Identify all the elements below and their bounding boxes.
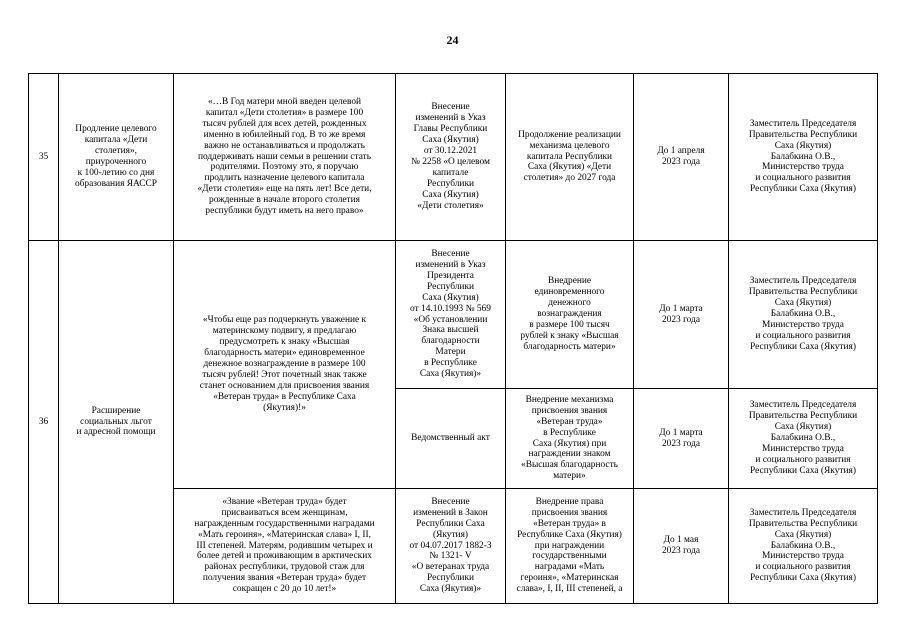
document-cell: Внесение изменений в Закон Республики Саха (Якутия) от 04.07.2017 1882-З № 1321- V «О ветеранах труда Республики Саха (Якутия)» — [396, 489, 506, 604]
table-row — [29, 74, 878, 241]
deadline-cell: До 1 марта 2023 года — [634, 389, 729, 489]
responsible-cell: Заместитель Председателя Правительства Республики Саха (Якутия) Балабкина О.В., Министерство труда и социального развития Республики Саха (Якутия) — [729, 389, 878, 489]
document-cell: Внесение изменений в Указ Президента Республики Саха (Якутия) от 14.10.1993 № 569 «Об установлении Знака высшей благодарности Матери в Республике Саха (Якутия)» — [396, 241, 506, 389]
measures-table — [28, 73, 878, 604]
row-number: 35 — [29, 74, 59, 241]
responsible-cell: Заместитель Председателя Правительства Республики Саха (Якутия) Балабкина О.В., Министерство труда и социального развития Республики Саха (Якутия) — [729, 489, 878, 604]
deadline-cell: До 1 марта 2023 года — [634, 241, 729, 389]
result-cell: Внедрение единовременного денежного вознаграждения в размере 100 тысяч рублей к знаку «Высшая благодарность матери» — [506, 241, 634, 389]
page-number: 24 — [446, 33, 459, 47]
responsible-cell: Заместитель Председателя Правительства Республики Саха (Якутия) Балабкина О.В., Министерство труда и социального развития Республики Саха (Якутия) — [729, 241, 878, 389]
responsible-cell: Заместитель Председателя Правительства Республики Саха (Якутия) Балабкина О.В., Министерство труда и социального развития Республики Саха (Якутия) — [729, 74, 878, 241]
deadline-cell: До 1 мая 2023 года — [634, 489, 729, 604]
measure-cell: Продление целевого капитала «Дети столетия», приуроченного к 100-летию со дня образования ЯАССР — [59, 74, 174, 241]
result-cell: Внедрение механизма присвоения звания «Ветеран труда» в Республике Саха (Якутия) при награждении знаком «Высшая благодарность матери» — [506, 389, 634, 489]
quote-cell: «Чтобы еще раз подчеркнуть уважение к материнскому подвигу, я предлагаю предусмотреть к знаку «Высшая благодарность матери» единовременное денежное вознаграждение в размере 100 тысяч рублей! Этот почетный знак также станет основанием для присвоения звания «Ветеран труда» в Республике Саха (Якутия)!» — [174, 241, 396, 489]
deadline-cell: До 1 апреля 2023 года — [634, 74, 729, 241]
table-row — [29, 241, 878, 389]
result-cell: Продолжение реализации механизма целевого капитала Республики Саха (Якутия) «Дети столетия» до 2027 года — [506, 74, 634, 241]
row-number: 36 — [29, 241, 59, 604]
quote-cell: «…В Год матери мной введен целевой капитал «Дети столетия» в размере 100 тысяч рублей для всех детей, рожденных именно в юбилейный год. В то же время важно не останавливаться и продолжать поддерживать наши семьи в решении стать родителями. Поэтому это, я поручаю продлить назначение целевого капитала «Дети столетия» еще на пять лет! Все дети, рожденные в начале второго столетия республики будут иметь на него право» — [174, 74, 396, 241]
document-cell: Внесение изменений в Указ Главы Республики Саха (Якутия) от 30.12.2021 № 2258 «О целевом капитале Республики Саха (Якутия) «Дети столетия» — [396, 74, 506, 241]
measure-cell: Расширение социальных льгот и адресной помощи — [59, 241, 174, 604]
quote-cell: «Звание «Ветеран труда» будет присваиваться всем женщинам, награжденным государственными наградами «Мать героиня», «Материнская слава» I, II, III степеней. Матерям, родившим четырех и более детей и проживающим в арктических районах республики, трудовой стаж для получения звания «Ветеран труда» будет сокращен с 20 до 10 лет!» — [174, 489, 396, 604]
document-cell: Ведомственный акт — [396, 389, 506, 489]
result-cell: Внедрение права присвоения звания «Ветеран труда» в Республике Саха (Якутия) при награждении государственными наградами «Мать героиня», «Материнская слава», I, II, III степеней, а — [506, 489, 634, 604]
